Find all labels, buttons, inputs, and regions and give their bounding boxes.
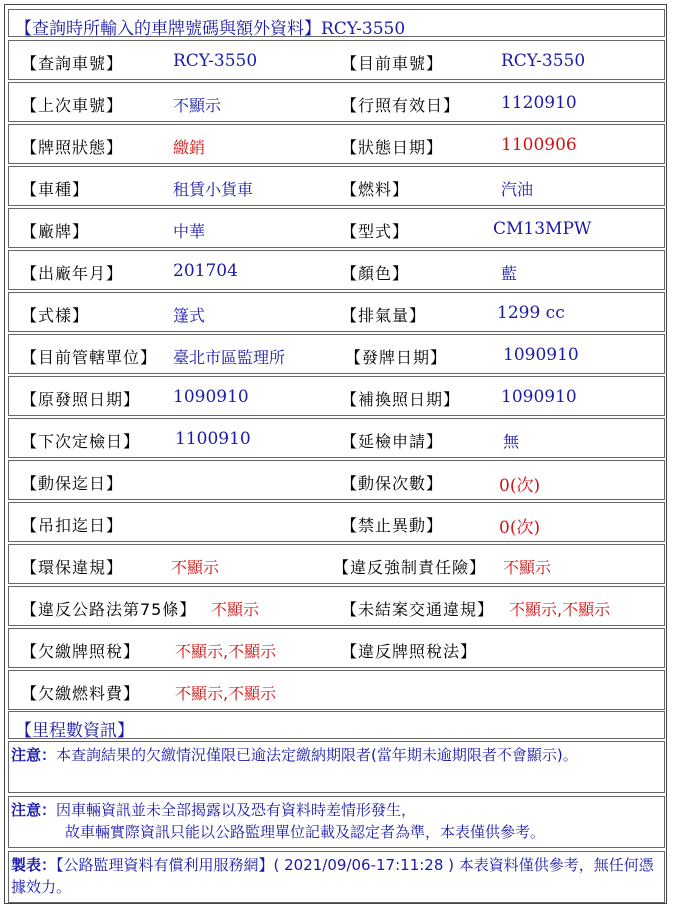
note-3 — [8, 851, 665, 903]
field-label: 【違反牌照稅法】 — [341, 642, 478, 661]
field-label: 【環保違規】 — [21, 558, 124, 577]
field-label: 【違反公路法第75條】 — [21, 600, 197, 619]
field-value: 1100910 — [175, 429, 251, 449]
field-label: 【欠繳牌照稅】 — [21, 642, 141, 661]
field-value: 不顯示 — [173, 96, 222, 115]
field-label: 【車種】 — [21, 180, 90, 199]
table-row — [8, 418, 665, 458]
field-value: 藍 — [501, 264, 518, 283]
field-value: 1299 cc — [497, 303, 565, 323]
table-row — [8, 628, 665, 668]
field-label: 【上次車號】 — [21, 96, 124, 115]
field-label: 【欠繳燃料費】 — [21, 684, 141, 703]
note-2-line1: 因車輛資訊並未全部揭露以及恐有資料時差情形發生， — [56, 801, 417, 819]
field-value: 汽油 — [501, 180, 534, 199]
field-label: 【補換照日期】 — [341, 390, 461, 409]
table-row — [8, 82, 665, 122]
field-label: 【禁止異動】 — [341, 516, 444, 535]
query-title-label: 【查詢時所輸入的車牌號碼與額外資料】 — [15, 19, 321, 39]
note-2 — [8, 796, 665, 848]
field-value: 0(次) — [499, 518, 541, 538]
field-label: 【狀態日期】 — [341, 138, 444, 157]
field-value: 不顯示 — [503, 558, 552, 577]
table-row — [8, 208, 665, 248]
field-value: 租賃小貨車 — [173, 180, 254, 199]
field-value: 1100906 — [501, 135, 577, 155]
query-title-plate: RCY-3550 — [321, 19, 406, 39]
field-label: 【出廠年月】 — [21, 264, 124, 283]
field-value: 不顯示,不顯示 — [175, 642, 277, 661]
mileage-title: 【里程數資訊】 — [15, 721, 134, 741]
field-label: 【目前車號】 — [341, 54, 444, 73]
table-row — [8, 376, 665, 416]
field-label: 【吊扣迄日】 — [21, 516, 124, 535]
field-label: 【查詢車號】 — [21, 54, 124, 73]
note-1 — [8, 741, 665, 793]
field-label: 【發牌日期】 — [345, 348, 448, 367]
field-value: 不顯示,不顯示 — [509, 600, 611, 619]
table-row — [8, 250, 665, 290]
field-label: 【動保次數】 — [341, 474, 444, 493]
field-value: 1090910 — [501, 387, 577, 407]
field-value: 無 — [503, 432, 520, 451]
note-2-label: 注意： — [11, 801, 57, 819]
table-row — [8, 166, 665, 206]
field-value: 臺北市區監理所 — [173, 348, 286, 367]
note-1-text: 本查詢結果的欠繳情況僅限已逾法定繳納期限者(當年期未逾期限者不會顯示)。 — [56, 746, 578, 764]
query-header — [8, 9, 665, 37]
field-value: 1090910 — [173, 387, 249, 407]
field-label: 【未結案交通違規】 — [341, 600, 495, 619]
query-title — [15, 14, 405, 39]
note-3-text: 【公路監理資料有償利用服務網】( 2021/09/06-17:11:28 ) 本表資料僅供參考，無任何憑據效力。 — [11, 856, 654, 896]
table-row — [8, 292, 665, 332]
field-label: 【下次定檢日】 — [21, 432, 141, 451]
table-row — [8, 502, 665, 542]
field-label: 【式樣】 — [21, 306, 90, 325]
field-value: 1120910 — [501, 93, 577, 113]
note-3-label: 製表： — [11, 856, 57, 874]
field-value: CM13MPW — [493, 219, 592, 239]
table-row — [8, 334, 665, 374]
note-2-content — [11, 799, 660, 843]
field-label: 【行照有效日】 — [341, 96, 461, 115]
field-label: 【目前管轄單位】 — [21, 348, 158, 367]
table-row — [8, 544, 665, 584]
table-row — [8, 124, 665, 164]
field-value: 1090910 — [503, 345, 579, 365]
field-label: 【排氣量】 — [341, 306, 427, 325]
field-label: 【顏色】 — [341, 264, 410, 283]
table-row — [8, 670, 665, 710]
field-label: 【燃料】 — [341, 180, 410, 199]
field-label: 【型式】 — [341, 222, 410, 241]
table-row — [8, 460, 665, 500]
field-value: 0(次) — [499, 476, 541, 496]
field-value: RCY-3550 — [501, 51, 586, 71]
field-label: 【延檢申請】 — [341, 432, 444, 451]
field-label: 【違反強制責任險】 — [333, 558, 487, 577]
field-label: 【動保迄日】 — [21, 474, 124, 493]
note-1-content — [11, 744, 660, 766]
field-value: 繳銷 — [173, 138, 206, 157]
note-1-label: 注意： — [11, 746, 57, 764]
field-value: 不顯示 — [211, 600, 260, 619]
field-value: 201704 — [173, 261, 238, 281]
table-row — [8, 40, 665, 80]
table-row — [8, 586, 665, 626]
field-value: RCY-3550 — [173, 51, 258, 71]
field-label: 【廠牌】 — [21, 222, 90, 241]
note-2-line2: 故車輛實際資訊只能以公路監理單位記載及認定者為準，本表僅供參考。 — [65, 823, 546, 841]
field-value: 不顯示 — [171, 558, 220, 577]
field-label: 【原發照日期】 — [21, 390, 141, 409]
field-value: 不顯示,不顯示 — [175, 684, 277, 703]
mileage-row — [8, 711, 665, 739]
field-value: 中華 — [173, 222, 206, 241]
note-3-content — [11, 854, 660, 898]
field-value: 篷式 — [173, 306, 206, 325]
field-label: 【牌照狀態】 — [21, 138, 124, 157]
